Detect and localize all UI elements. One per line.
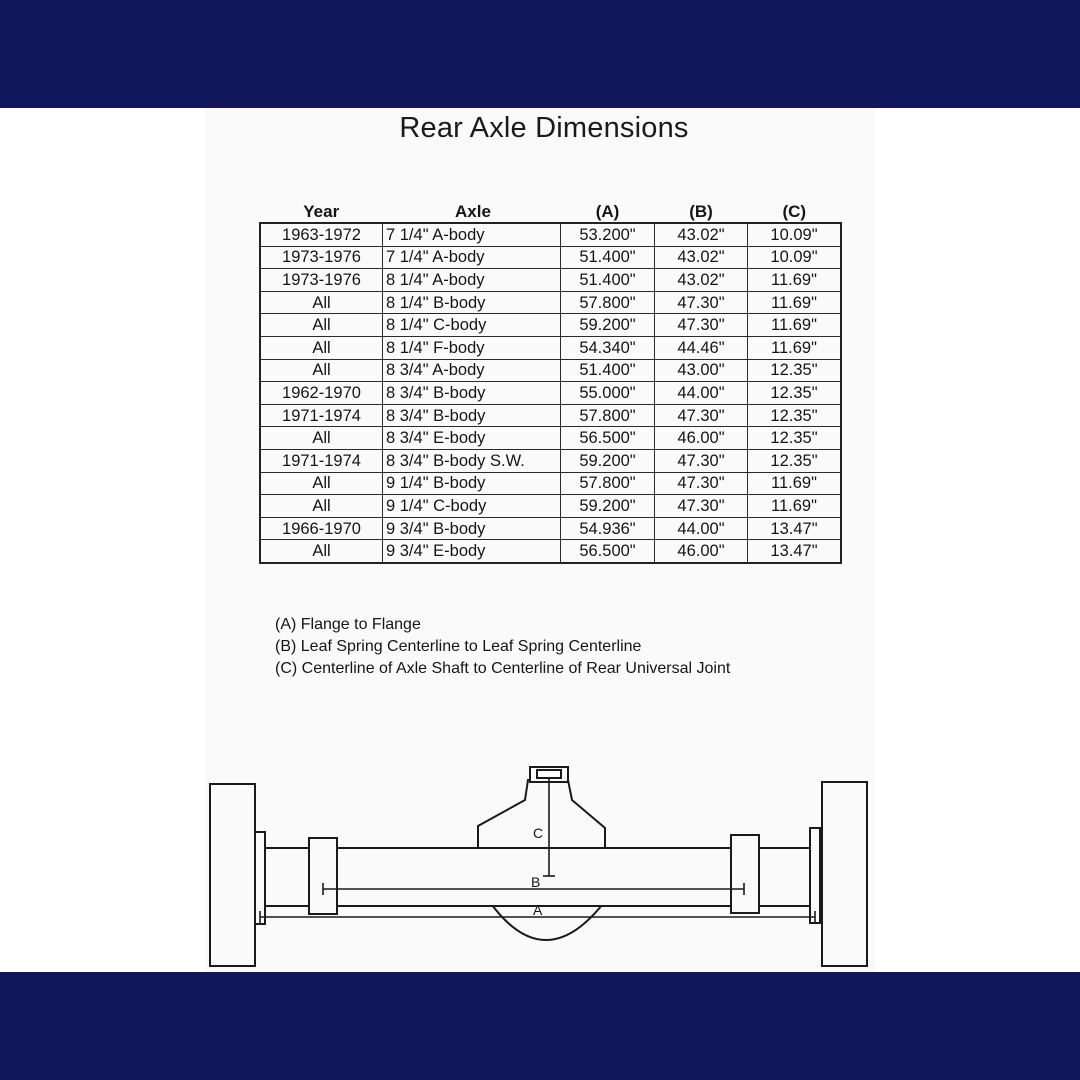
spring-b-cell: 43.02" (655, 223, 748, 246)
year-cell: All (260, 359, 383, 382)
label-a: A (533, 902, 543, 918)
centerline-c-cell: 11.69" (748, 336, 842, 359)
year-cell: All (260, 495, 383, 518)
spring-b-cell: 44.00" (655, 382, 748, 405)
header-c: (C) (782, 202, 807, 221)
legend-a: (A) Flange to Flange (275, 616, 421, 633)
year-cell: All (260, 540, 383, 563)
flange-a-cell: 51.400" (561, 269, 655, 292)
axle-cell: 7 1/4" A-body (383, 246, 561, 269)
flange-a-cell: 51.400" (561, 246, 655, 269)
spring-b-cell: 46.00" (655, 540, 748, 563)
year-cell: 1973-1976 (260, 246, 383, 269)
flange-a-cell: 54.340" (561, 336, 655, 359)
centerline-c-cell: 12.35" (748, 427, 842, 450)
axle-cell: 9 1/4" B-body (383, 472, 561, 495)
year-cell: 1971-1974 (260, 449, 383, 472)
flange-a-cell: 53.200" (561, 223, 655, 246)
flange-a-cell: 51.400" (561, 359, 655, 382)
spring-b-cell: 43.02" (655, 246, 748, 269)
label-b: B (531, 874, 541, 890)
axle-cell: 8 3/4" E-body (383, 427, 561, 450)
flange-a-cell: 54.936" (561, 517, 655, 540)
flange-a-cell: 56.500" (561, 540, 655, 563)
year-cell: 1973-1976 (260, 269, 383, 292)
centerline-c-cell: 11.69" (748, 314, 842, 337)
legend-c: (C) Centerline of Axle Shaft to Centerline of Rear Universal Joint (275, 660, 731, 677)
year-cell: All (260, 291, 383, 314)
spring-b-cell: 47.30" (655, 291, 748, 314)
centerline-c-cell: 10.09" (748, 223, 842, 246)
axle-cell: 7 1/4" A-body (383, 223, 561, 246)
year-cell: 1971-1974 (260, 404, 383, 427)
centerline-c-cell: 13.47" (748, 517, 842, 540)
centerline-c-cell: 10.09" (748, 246, 842, 269)
axle-cell: 9 3/4" B-body (383, 517, 561, 540)
axle-cell: 8 3/4" B-body S.W. (383, 449, 561, 472)
axle-cell: 8 3/4" A-body (383, 359, 561, 382)
right-flange (810, 828, 820, 923)
left-spring-pad (309, 838, 337, 914)
axle-cell: 8 1/4" C-body (383, 314, 561, 337)
axle-cell: 9 1/4" C-body (383, 495, 561, 518)
page-title: Rear Axle Dimensions (399, 112, 689, 144)
header-a: (A) (595, 202, 620, 221)
flange-a-cell: 55.000" (561, 382, 655, 405)
flange-a-cell: 57.800" (561, 472, 655, 495)
axle-cell: 8 1/4" A-body (383, 269, 561, 292)
centerline-c-cell: 11.69" (748, 291, 842, 314)
spring-b-cell: 47.30" (655, 314, 748, 337)
left-tire (210, 784, 255, 966)
spring-b-cell: 47.30" (655, 404, 748, 427)
flange-a-cell: 57.800" (561, 404, 655, 427)
differential-bowl (492, 905, 602, 940)
centerline-c-cell: 11.69" (748, 495, 842, 518)
year-cell: 1966-1970 (260, 517, 383, 540)
spring-b-cell: 47.30" (655, 449, 748, 472)
flange-a-cell: 59.200" (561, 495, 655, 518)
centerline-c-cell: 11.69" (748, 269, 842, 292)
year-cell: All (260, 472, 383, 495)
centerline-c-cell: 11.69" (748, 472, 842, 495)
centerline-c-cell: 12.35" (748, 449, 842, 472)
year-cell: All (260, 314, 383, 337)
axle-cell: 8 3/4" B-body (383, 382, 561, 405)
year-cell: 1963-1972 (260, 223, 383, 246)
centerline-c-cell: 13.47" (748, 540, 842, 563)
year-cell: All (260, 427, 383, 450)
flange-a-cell: 57.800" (561, 291, 655, 314)
flange-a-cell: 56.500" (561, 427, 655, 450)
label-c: C (533, 825, 544, 841)
left-flange (255, 832, 265, 924)
centerline-c-cell: 12.35" (748, 359, 842, 382)
spring-b-cell: 44.46" (655, 336, 748, 359)
legend-b: (B) Leaf Spring Centerline to Leaf Spring Centerline (275, 638, 642, 655)
flange-a-cell: 59.200" (561, 449, 655, 472)
pinion-yoke-cap (537, 770, 561, 778)
axle-cell: 9 3/4" E-body (383, 540, 561, 563)
axle-cell: 8 1/4" B-body (383, 291, 561, 314)
spring-b-cell: 46.00" (655, 427, 748, 450)
header-year: Year (303, 202, 340, 221)
header-axle: Axle (455, 202, 491, 221)
right-spring-pad (731, 835, 759, 913)
year-cell: 1962-1970 (260, 382, 383, 405)
right-tire (822, 782, 867, 966)
centerline-c-cell: 12.35" (748, 404, 842, 427)
axle-cell: 8 1/4" F-body (383, 336, 561, 359)
flange-a-cell: 59.200" (561, 314, 655, 337)
centerline-c-cell: 12.35" (748, 382, 842, 405)
axle-cell: 8 3/4" B-body (383, 404, 561, 427)
spring-b-cell: 43.02" (655, 269, 748, 292)
spring-b-cell: 43.00" (655, 359, 748, 382)
spring-b-cell: 47.30" (655, 495, 748, 518)
spring-b-cell: 44.00" (655, 517, 748, 540)
year-cell: All (260, 336, 383, 359)
header-b: (B) (689, 202, 713, 221)
bottom-banner (0, 972, 1080, 1080)
spring-b-cell: 47.30" (655, 472, 748, 495)
